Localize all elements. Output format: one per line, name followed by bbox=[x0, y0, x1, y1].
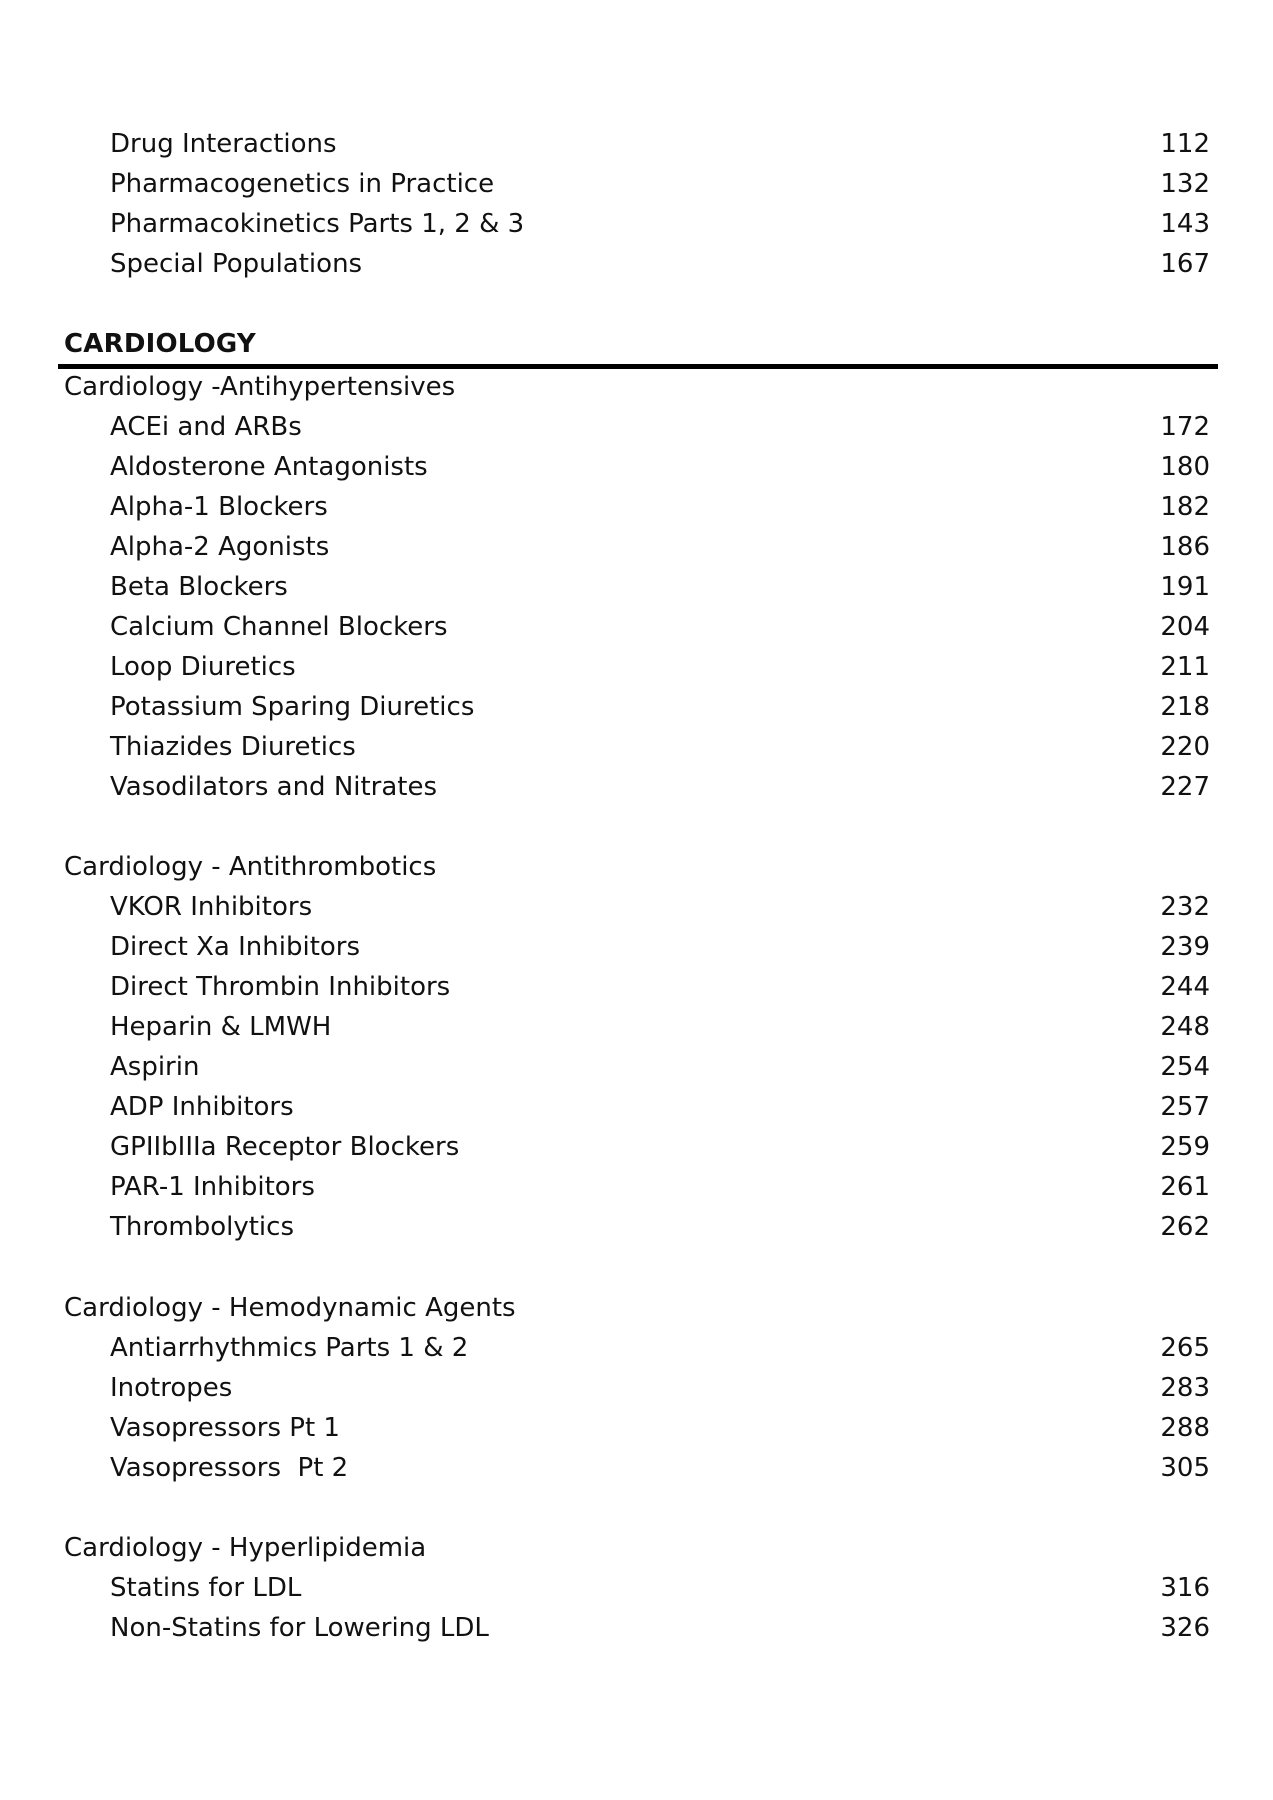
toc-entry-page-number: 180 bbox=[1160, 452, 1210, 482]
toc-entry-page-number: 204 bbox=[1160, 612, 1210, 642]
toc-entry[interactable] bbox=[110, 767, 1210, 807]
toc-entry[interactable] bbox=[110, 1328, 1210, 1368]
toc-entry[interactable] bbox=[110, 447, 1210, 487]
toc-entry[interactable] bbox=[110, 567, 1210, 607]
toc-entry-label: Vasodilators and Nitrates bbox=[110, 772, 438, 802]
toc-entry-page-number: 326 bbox=[1160, 1613, 1210, 1643]
toc-entry-label: Potassium Sparing Diuretics bbox=[110, 692, 475, 722]
toc-entry-page-number: 262 bbox=[1160, 1212, 1210, 1242]
toc-entry-label: Drug Interactions bbox=[110, 129, 337, 159]
toc-entry-label: Special Populations bbox=[110, 249, 363, 279]
toc-entry[interactable] bbox=[110, 727, 1210, 767]
toc-entry[interactable] bbox=[110, 1608, 1210, 1648]
toc-entry-label: Alpha-1 Blockers bbox=[110, 492, 328, 522]
toc-entry-label: Statins for LDL bbox=[110, 1573, 302, 1603]
toc-group-heading-hyperlipidemia[interactable]: Cardiology - Hyperlipidemia bbox=[64, 1533, 427, 1563]
toc-entry[interactable] bbox=[110, 1568, 1210, 1608]
toc-entry-label: ADP Inhibitors bbox=[110, 1092, 294, 1122]
toc-entry[interactable] bbox=[110, 1047, 1210, 1087]
toc-entry[interactable] bbox=[110, 407, 1210, 447]
toc-entry-page-number: 220 bbox=[1160, 732, 1210, 762]
toc-entry-page-number: 211 bbox=[1160, 652, 1210, 682]
toc-entry-label: Loop Diuretics bbox=[110, 652, 296, 682]
toc-entry-page-number: 172 bbox=[1160, 412, 1210, 442]
toc-entry-special-populations[interactable] bbox=[110, 244, 1210, 284]
toc-entry[interactable] bbox=[110, 1007, 1210, 1047]
toc-entry-page-number: 167 bbox=[1160, 249, 1210, 279]
toc-entry-pharmacogenetics[interactable] bbox=[110, 164, 1210, 204]
toc-entry-page-number: 261 bbox=[1160, 1172, 1210, 1202]
toc-entry-label: Inotropes bbox=[110, 1373, 233, 1403]
toc-entry[interactable] bbox=[110, 487, 1210, 527]
toc-entry-page-number: 239 bbox=[1160, 932, 1210, 962]
toc-entry-page-number: 244 bbox=[1160, 972, 1210, 1002]
toc-entry[interactable] bbox=[110, 1408, 1210, 1448]
toc-entry[interactable] bbox=[110, 1368, 1210, 1408]
toc-entry[interactable] bbox=[110, 1448, 1210, 1488]
toc-entry-label: Pharmacogenetics in Practice bbox=[110, 169, 495, 199]
toc-entry-label: PAR-1 Inhibitors bbox=[110, 1172, 315, 1202]
toc-entry[interactable] bbox=[110, 967, 1210, 1007]
toc-entry-label: Aldosterone Antagonists bbox=[110, 452, 428, 482]
toc-group-heading-antihypertensives[interactable]: Cardiology -Antihypertensives bbox=[64, 372, 456, 402]
toc-entry-page-number: 259 bbox=[1160, 1132, 1210, 1162]
toc-entry-page-number: 143 bbox=[1160, 209, 1210, 239]
toc-entry-page-number: 257 bbox=[1160, 1092, 1210, 1122]
toc-entry-page-number: 227 bbox=[1160, 772, 1210, 802]
toc-entry-page-number: 112 bbox=[1160, 129, 1210, 159]
toc-entry-page-number: 186 bbox=[1160, 532, 1210, 562]
toc-entry-page-number: 265 bbox=[1160, 1333, 1210, 1363]
toc-entry-label: Pharmacokinetics Parts 1, 2 & 3 bbox=[110, 209, 525, 239]
toc-entry-label: Thiazides Diuretics bbox=[110, 732, 356, 762]
toc-entry-label: Vasopressors Pt 1 bbox=[110, 1413, 340, 1443]
toc-entry[interactable] bbox=[110, 527, 1210, 567]
toc-entry[interactable] bbox=[110, 927, 1210, 967]
toc-entry-label: Direct Thrombin Inhibitors bbox=[110, 972, 451, 1002]
toc-entry-label: GPIIbIIIa Receptor Blockers bbox=[110, 1132, 460, 1162]
toc-entry-label: VKOR Inhibitors bbox=[110, 892, 313, 922]
toc-entry[interactable] bbox=[110, 1207, 1210, 1247]
toc-entry-page-number: 232 bbox=[1160, 892, 1210, 922]
toc-entry[interactable] bbox=[110, 1087, 1210, 1127]
toc-entry-page-number: 283 bbox=[1160, 1373, 1210, 1403]
toc-entry-label: Thrombolytics bbox=[110, 1212, 294, 1242]
toc-entry-page-number: 182 bbox=[1160, 492, 1210, 522]
toc-entry-drug-interactions[interactable] bbox=[110, 124, 1210, 164]
toc-entry-label: Beta Blockers bbox=[110, 572, 288, 602]
section-title: CARDIOLOGY bbox=[64, 329, 256, 359]
toc-entry[interactable] bbox=[110, 647, 1210, 687]
toc-group-heading-antithrombotics[interactable]: Cardiology - Antithrombotics bbox=[64, 852, 437, 882]
toc-entry[interactable] bbox=[110, 1127, 1210, 1167]
toc-entry-label: Alpha-2 Agonists bbox=[110, 532, 330, 562]
toc-entry-page-number: 191 bbox=[1160, 572, 1210, 602]
toc-entry-label: Heparin & LMWH bbox=[110, 1012, 332, 1042]
toc-entry-pharmacokinetics[interactable] bbox=[110, 204, 1210, 244]
toc-entry[interactable] bbox=[110, 1167, 1210, 1207]
toc-entry[interactable] bbox=[110, 687, 1210, 727]
toc-entry-label: Direct Xa Inhibitors bbox=[110, 932, 361, 962]
toc-entry-page-number: 248 bbox=[1160, 1012, 1210, 1042]
toc-entry-label: Non-Statins for Lowering LDL bbox=[110, 1613, 489, 1643]
toc-entry-page-number: 305 bbox=[1160, 1453, 1210, 1483]
toc-entry[interactable] bbox=[110, 607, 1210, 647]
toc-entry-page-number: 316 bbox=[1160, 1573, 1210, 1603]
toc-entry[interactable] bbox=[110, 887, 1210, 927]
toc-entry-page-number: 254 bbox=[1160, 1052, 1210, 1082]
toc-entry-label: Antiarrhythmics Parts 1 & 2 bbox=[110, 1333, 469, 1363]
toc-entry-label: Vasopressors Pt 2 bbox=[110, 1453, 349, 1483]
toc-entry-label: Calcium Channel Blockers bbox=[110, 612, 448, 642]
toc-group-heading-hemodynamic-agents[interactable]: Cardiology - Hemodynamic Agents bbox=[64, 1293, 516, 1323]
toc-entry-page-number: 132 bbox=[1160, 169, 1210, 199]
toc-entry-label: Aspirin bbox=[110, 1052, 200, 1082]
toc-entry-page-number: 288 bbox=[1160, 1413, 1210, 1443]
toc-entry-page-number: 218 bbox=[1160, 692, 1210, 722]
toc-entry-label: ACEi and ARBs bbox=[110, 412, 302, 442]
